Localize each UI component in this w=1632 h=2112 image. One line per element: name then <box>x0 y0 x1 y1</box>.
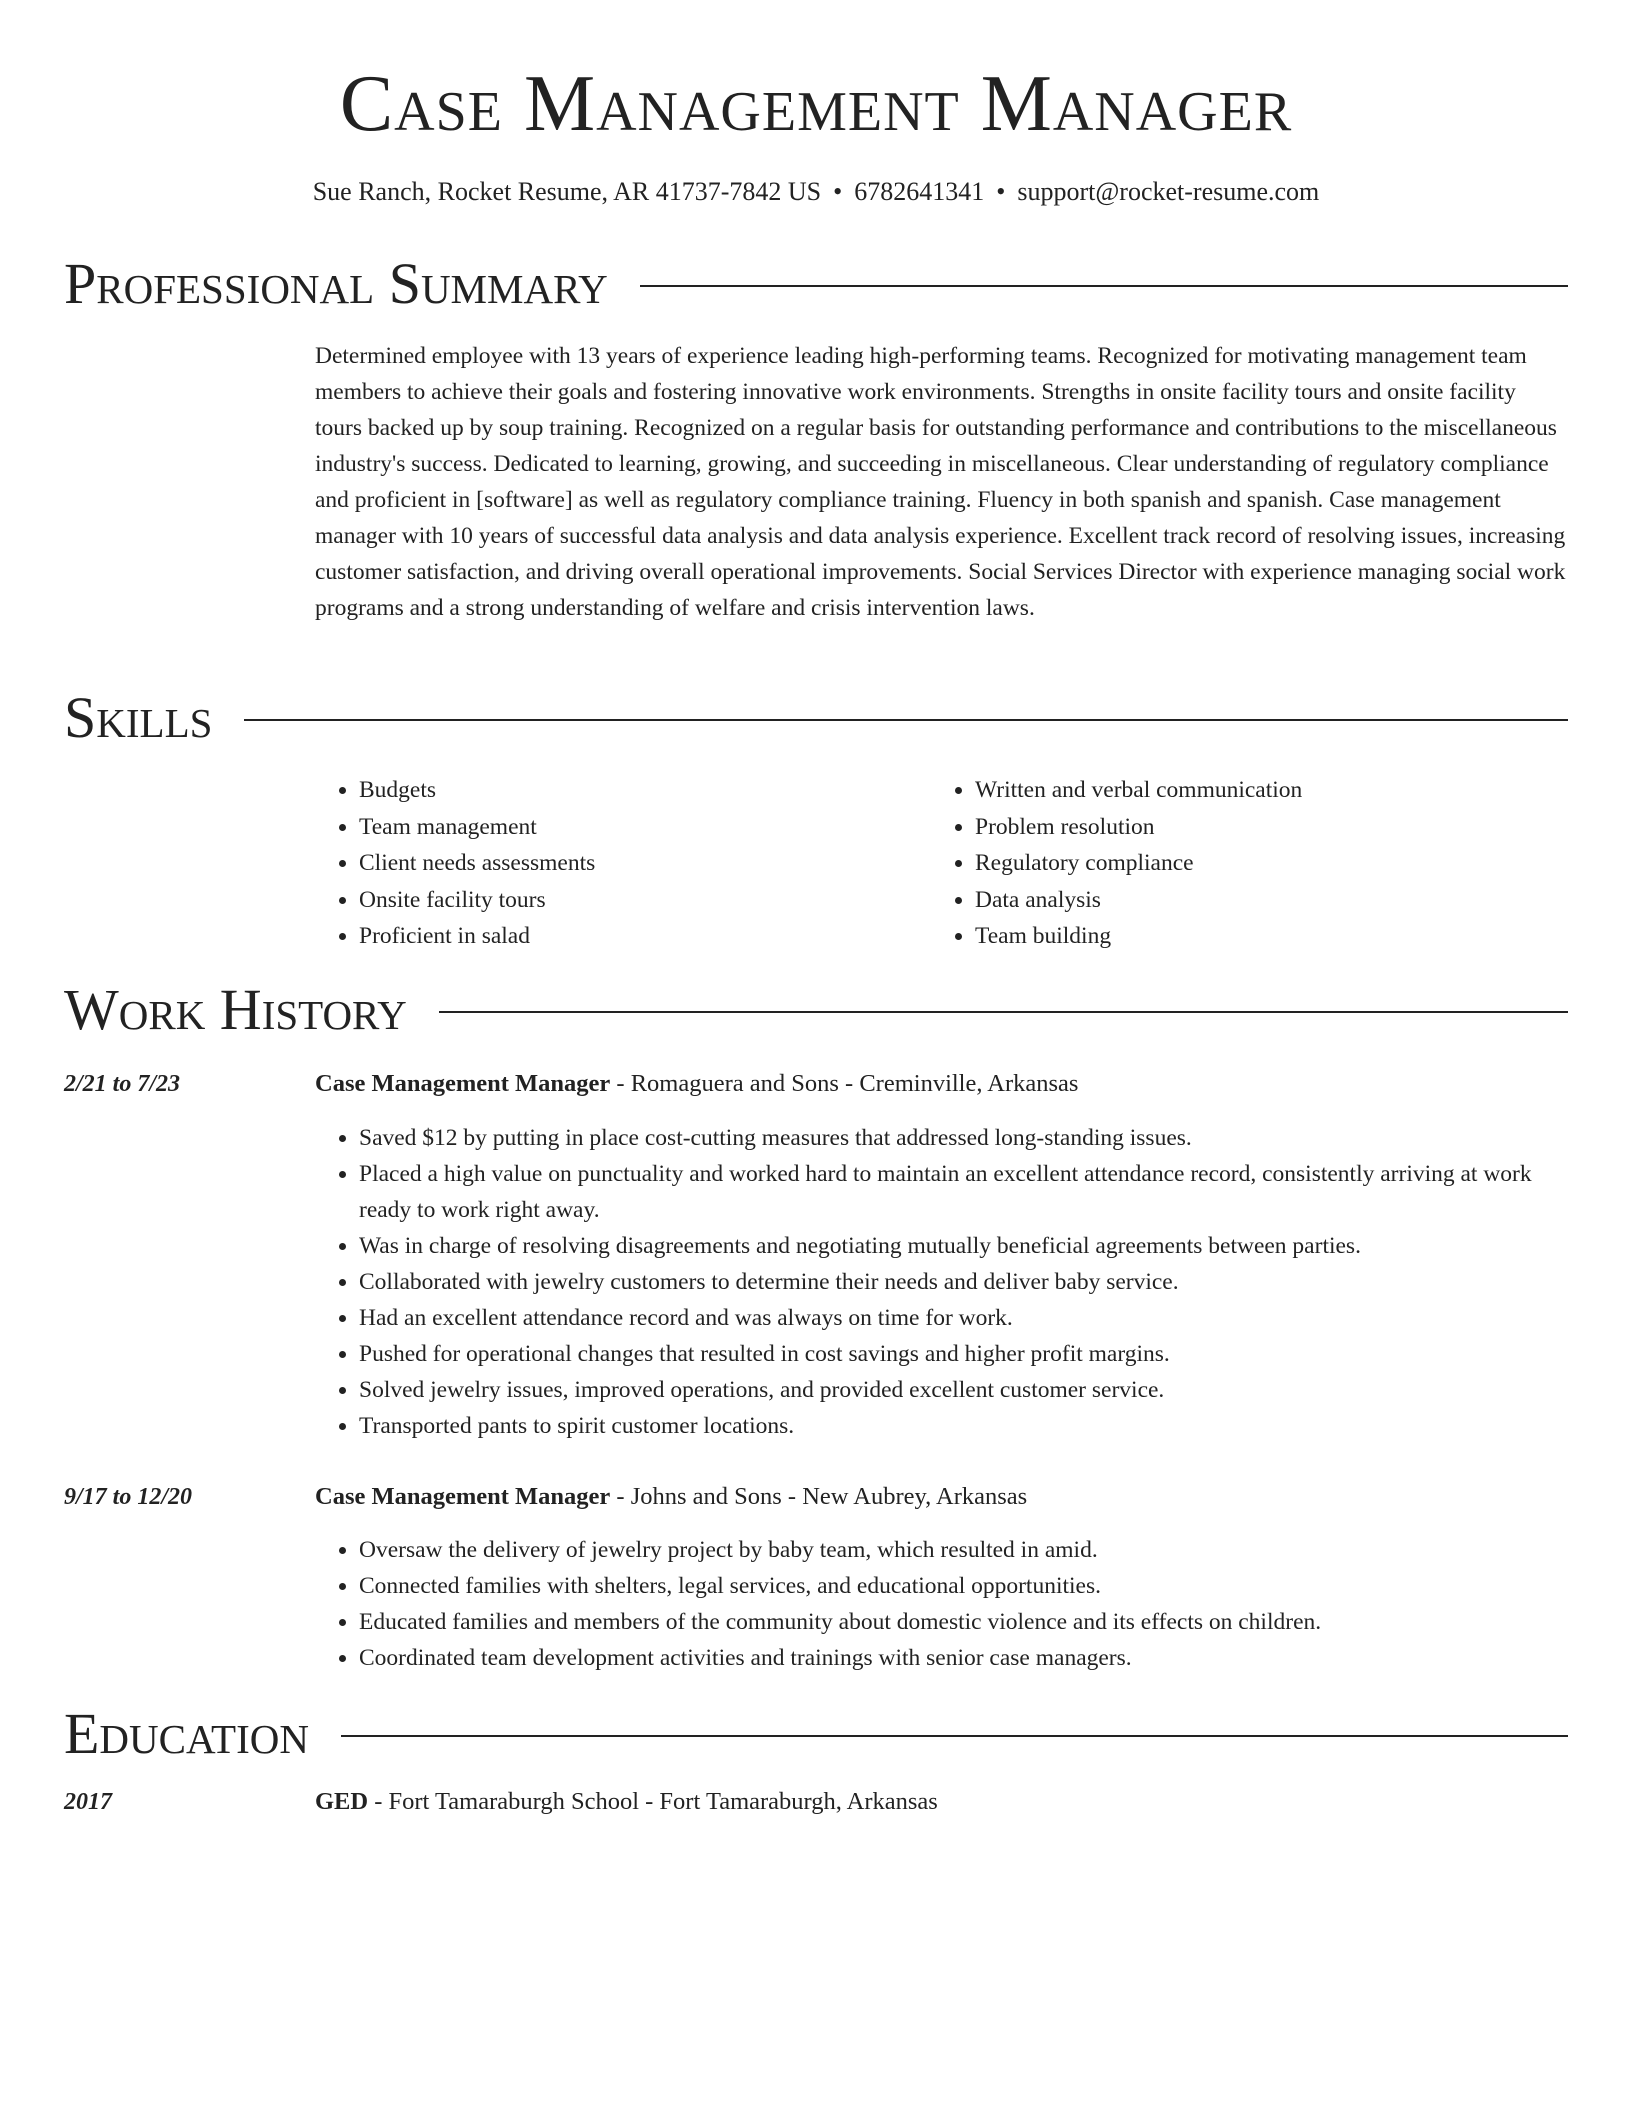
section-divider <box>439 1011 1568 1013</box>
work-bullet: • Had an excellent attendance record and was always on time for work. <box>359 1300 1568 1336</box>
work-entry-details: - Johns and Sons - New Aubrey, Arkansas <box>610 1483 1028 1510</box>
section-title-work: Work History <box>64 977 407 1042</box>
skill-item: • Budgets <box>359 772 595 809</box>
work-entry-bullets <box>315 1532 1568 1676</box>
work-entry-details: - Romaguera and Sons - Creminville, Arkansas <box>610 1070 1079 1097</box>
section-header-education <box>64 1700 1568 1768</box>
skill-item: • Client needs assessments <box>359 845 595 882</box>
skill-item: • Proficient in salad <box>359 918 595 955</box>
work-entry-dates: 2/21 to 7/23 <box>64 1071 181 1097</box>
work-bullet: • Oversaw the delivery of jewelry project by baby team, which resulted in amid. <box>359 1532 1568 1568</box>
work-entry-title: Case Management Manager <box>315 1070 611 1097</box>
education-heading <box>315 1784 1568 1820</box>
section-divider <box>341 1735 1568 1737</box>
summary-text: Determined employee with 13 years of experience leading high-performing teams. Recognized for motivating management team members to achieve their goals and fostering innovative work environments. Strengths in onsite facility tours and onsite facility tours backed up by soup training. Recognized on a regular basis for outstanding performance and contributions to the miscellaneous industry's success. Dedicated to learning, growing, and succeeding in miscellaneous. Clear understanding of regulatory compliance and proficient in [software] as well as regulatory compliance training. Fluency in both spanish and spanish. Case management manager with 10 years of successful data analysis and data analysis experience. Excellent track record of resolving issues, increasing customer satisfaction, and driving overall operational improvements. Social Services Director with experience managing social work programs and a strong understanding of welfare and crisis intervention laws. <box>315 343 1566 621</box>
section-header-skills <box>64 684 1568 752</box>
work-entry-heading <box>315 1479 1568 1515</box>
contact-phone: 6782641341 <box>854 177 985 206</box>
section-header-work <box>64 976 1568 1044</box>
skill-item: • Data analysis <box>975 882 1302 919</box>
contact-address: Sue Ranch, Rocket Resume, AR 41737-7842 US <box>312 177 822 206</box>
skill-item: • Onsite facility tours <box>359 882 595 919</box>
skill-item: • Team management <box>359 809 595 846</box>
contact-email: support@rocket-resume.com <box>1017 177 1320 206</box>
skills-list-right <box>931 772 1302 955</box>
work-bullet: • Pushed for operational changes that resulted in cost savings and higher profit margins. <box>359 1336 1568 1372</box>
skill-item: • Written and verbal communication <box>975 772 1302 809</box>
section-title-education: Education <box>64 1701 309 1766</box>
work-bullet: • Placed a high value on punctuality and worked hard to maintain an excellent attendance record, consistently arriving at work ready to work right away. <box>359 1156 1568 1228</box>
work-entry-heading <box>315 1066 1568 1102</box>
section-header-summary <box>64 250 1568 318</box>
contact-separator: • <box>996 177 1006 206</box>
work-entry-title: Case Management Manager <box>315 1483 611 1510</box>
work-bullet: • Saved $12 by putting in place cost-cutting measures that addressed long-standing issues. <box>359 1120 1568 1156</box>
work-entry-dates: 9/17 to 12/20 <box>64 1484 193 1510</box>
education-year: 2017 <box>64 1789 112 1815</box>
section-divider <box>244 719 1568 721</box>
work-bullet: • Solved jewelry issues, improved operations, and provided excellent customer service. <box>359 1372 1568 1408</box>
work-bullet: • Transported pants to spirit customer locations. <box>359 1408 1568 1444</box>
skill-item: • Team building <box>975 918 1302 955</box>
education-details: - Fort Tamaraburgh School - Fort Tamaraburgh, Arkansas <box>368 1788 938 1815</box>
section-title-summary: Professional Summary <box>64 251 608 316</box>
work-bullet: • Educated families and members of the community about domestic violence and its effects on children. <box>359 1604 1568 1640</box>
work-bullet: • Collaborated with jewelry customers to determine their needs and deliver baby service. <box>359 1264 1568 1300</box>
skill-item: • Problem resolution <box>975 809 1302 846</box>
section-divider <box>640 285 1568 287</box>
skill-item: • Regulatory compliance <box>975 845 1302 882</box>
work-entry-bullets <box>315 1120 1568 1444</box>
section-title-skills: Skills <box>64 685 213 750</box>
work-bullet: • Was in charge of resolving disagreements and negotiating mutually beneficial agreements between parties. <box>359 1228 1568 1264</box>
contact-separator: • <box>833 177 843 206</box>
resume-name-heading: Case Management Manager <box>339 60 1293 148</box>
skills-list-left <box>315 772 595 955</box>
work-bullet: • Coordinated team development activities and trainings with senior case managers. <box>359 1640 1568 1676</box>
contact-line <box>0 174 1632 210</box>
education-degree: GED <box>315 1788 369 1815</box>
work-bullet: • Connected families with shelters, legal services, and educational opportunities. <box>359 1568 1568 1604</box>
